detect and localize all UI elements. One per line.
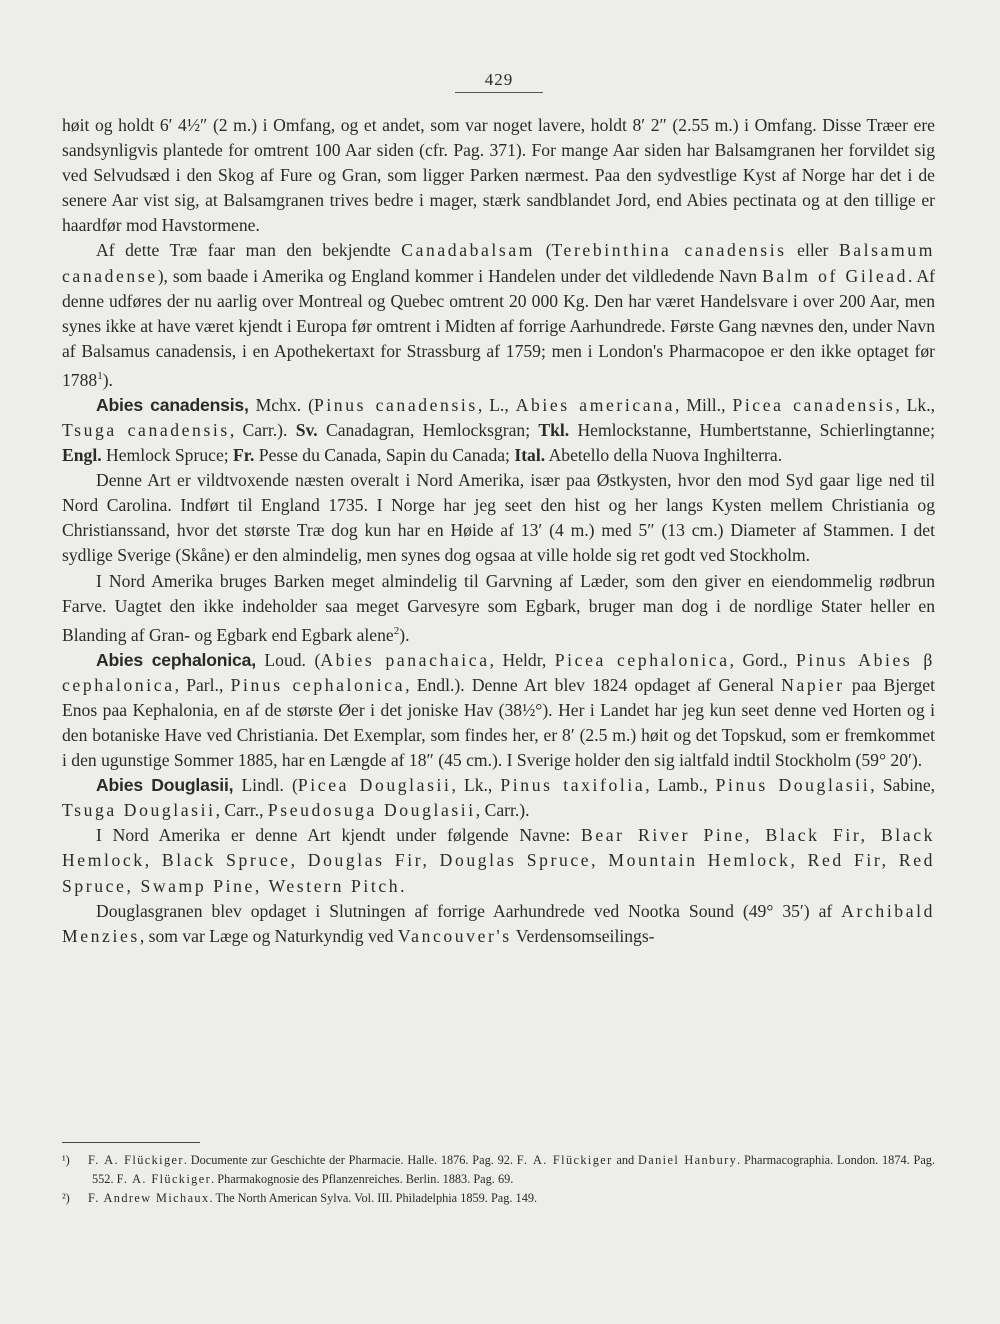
text: Lindl. ( (233, 775, 298, 796)
text: Loud. ( (255, 649, 321, 670)
text: Abetello della Nuova Inghilterra. (545, 445, 783, 466)
footnote-mark: ²) (62, 1191, 70, 1205)
spaced-term: Picea cephalonica (554, 649, 730, 670)
footnotes (62, 1151, 935, 1208)
species-entry (62, 393, 935, 468)
footnote-divider (62, 1142, 200, 1143)
language-label: Sv. (295, 419, 318, 440)
species-heading: Abies Douglasii, (96, 775, 234, 796)
text: , som var Læge og Naturkyndig ved (139, 925, 398, 946)
author-name: F. A. Flückiger (116, 1172, 212, 1186)
paragraph (62, 569, 935, 648)
spaced-term: Abies panachaica (320, 649, 490, 670)
text: . Af denne udføres der nu aarlig over Montreal og Quebec omtrent 20 000 Kg. Den har været Handelsvare i over 200 Aar, men synes ikke at have været kjendt i Europa før omtrent i Midten af forrige Aarhundrede. Første Gang nævnes den, under Navn af Balsamus canadensis, i en Apothekertaxt for Strassburg af 1759; men i London's Pharmacopoe er den ikke optaget før 1788 (62, 265, 935, 390)
spaced-term: Pinus Abies β cephalonica (62, 649, 935, 695)
spaced-term: Pinus taxifolia (500, 775, 646, 796)
paragraph (62, 823, 935, 898)
text: ), som baade i Amerika og England kommer i Handelen under det vildledende Navn (157, 265, 763, 286)
text: eller (786, 240, 839, 261)
language-label: Fr. (233, 445, 255, 466)
author-name: Daniel Hanbury (637, 1153, 738, 1167)
spaced-term: Terebinthina canadensis (551, 240, 787, 261)
text: I Nord Amerika er denne Art kjendt under følgende Navne: (96, 825, 581, 846)
spaced-term: Pinus canadensis (313, 394, 478, 415)
text: Verdensomseilings- (511, 925, 655, 946)
text: . The North American Sylva. Vol. III. Philadelphia 1859. Pag. 149. (209, 1191, 538, 1205)
text: . Documente zur Geschichte der Pharmacie. Halle. 1876. Pag. 92. (183, 1153, 517, 1167)
text: ( (535, 240, 552, 261)
text: Douglasgranen blev opdaget i Slutningen af forrige Aarhundrede ved Nootka Sound (49° 35′) af (96, 900, 842, 921)
spaced-term: Archibald Menzies (62, 900, 935, 946)
text: I Nord Amerika bruges Barken meget almindelig til Garvning af Læder, som den giver en eiendommelig rødbrun Farve. Uagtet den ikke indeholder saa meget Garvesyre som Egbark, bruger man dog i de nordlige Stater heller en Blanding af Gran- og Egbark end Egbark alene (62, 570, 935, 645)
footnote (62, 1151, 935, 1189)
text: , Sabine, (870, 775, 936, 796)
text: . (400, 875, 405, 896)
text: Hemlock Spruce; (101, 445, 234, 466)
paragraph (62, 113, 935, 238)
text: høit og holdt 6′ 4½″ (2 m.) i Omfang, og et andet, som var noget lavere, holdt 8′ 2″ (2.55 m.) i Omfang. Disse Træer ere sandsynligvis plantede for omtrent 100 Aar siden (cfr. Pag. 371). For mange Aar siden har Balsamgranen her forvildet sig ved Selvudsæd i den Skog af Fure og Gran, som ligger Parken nærmest. Paa den sydvestlige Kyst af Norge har det i de senere Aar vist sig, at Balsamgranen trives bedre i mager, stærk sandblandet Jord, end Abies pectinata og at den tillige er haardfør mod Havstormene. (62, 115, 935, 236)
spaced-term: Vancouver's (397, 925, 512, 946)
text: , Carr.). (475, 800, 530, 821)
species-entry (62, 773, 935, 823)
text: , Lk., (895, 394, 936, 415)
text: , Parl., (174, 674, 231, 695)
footnote (62, 1189, 935, 1208)
body-text (62, 113, 935, 949)
language-label: Tkl. (538, 419, 570, 440)
footnote-ref: 2 (393, 624, 400, 637)
text: Canadagran, Hemlocksgran; (317, 419, 539, 440)
species-heading: Abies canadensis, (96, 394, 249, 415)
spaced-term: Balm of Gilead (762, 265, 909, 286)
text: Af dette Træ faar man den bekjendte (96, 240, 402, 261)
text: Mchx. ( (248, 394, 314, 415)
spaced-term: Napier (781, 674, 845, 695)
spaced-term: Abies americana (515, 394, 675, 415)
paragraph (62, 899, 935, 949)
text: , Endl.). Denne Art blev 1824 opdaget af General (405, 674, 782, 695)
species-heading: Abies cephalonica, (96, 649, 256, 670)
spaced-term: Canadabalsam (401, 240, 536, 261)
text: paa Bjerget Enos paa Kephalonia, en af de største Øer i det joniske Hav (38½°). Her i Landet har jeg kun seet denne ved Horten og i den botaniske Have ved Christiania. Det Exemplar, som findes her, er 8′ (2.5 m.) høit og det Topskud, som er fremkommet i den ugunstige Sommer 1885, har en Længde af 18″ (45 cm.). I Sverige holder den sig ialtfald indtil Stockholm (59° 20′). (62, 674, 935, 771)
author-name: F. A. Flückiger (88, 1153, 184, 1167)
author-name: F. A. Flückiger (516, 1153, 613, 1167)
text: ). (102, 369, 113, 390)
spaced-term: Picea canadensis (732, 394, 896, 415)
spaced-term: Tsuga Douglasii (62, 800, 216, 821)
text: . Pharmakognosie des Pflanzenreiches. Berlin. 1883. Pag. 69. (211, 1172, 514, 1186)
text: , Carr.). (229, 419, 296, 440)
author-name: F. Andrew Michaux (88, 1191, 210, 1205)
text: Denne Art er vildtvoxende næsten overalt i Nord Amerika, især paa Østkysten, hvor den mod Syd gaar lige ned til Nord Carolina. Indført til England 1735. I Norge har jeg seet den hist og her langs Kysten mellem Christiania og Christianssand, hvor det største Træ dog kun har en Høide af 13′ (4 m.) med 5″ (13 cm.) Diameter af Stammen. I det sydlige Sverige (Skåne) er den almindelig, men synes dog ogsaa at ville holde sig ret godt ved Stockholm. (62, 470, 935, 566)
spaced-term: Pseudosuga Douglasii (267, 800, 476, 821)
text: and (612, 1153, 638, 1167)
text: Hemlockstanne, Humbertstanne, Schierlingtanne; (569, 419, 935, 440)
spaced-term: Pinus Douglasii (715, 775, 871, 796)
footnote-ref: 1 (97, 369, 103, 382)
language-label: Engl. (62, 445, 102, 466)
text: , L., (477, 394, 516, 415)
text: , Lamb., (645, 775, 716, 796)
text: , Carr., (215, 800, 268, 821)
paragraph (62, 468, 935, 568)
spaced-term: Pinus cephalonica (230, 674, 406, 695)
text: , Heldr, (489, 649, 555, 670)
spaced-term: Tsuga canadensis (62, 419, 230, 440)
text: . Pharmacographia. London. 1874. Pag. 552. (92, 1153, 936, 1186)
paragraph (62, 238, 935, 392)
text: Pesse du Canada, Sapin du Canada; (254, 445, 515, 466)
species-entry (62, 648, 935, 773)
text: , Lk., (451, 775, 501, 796)
page-number: 429 (455, 70, 543, 93)
text: , Gord., (729, 649, 797, 670)
text: , Mill., (675, 394, 733, 415)
footnote-mark: ¹) (62, 1153, 70, 1167)
spaced-term: Picea Douglasii (297, 775, 452, 796)
spaced-term: Bear River Pine, Black Fir, Black Hemlock, Black Spruce, Douglas Fir, Douglas Spruce, Mountain Hemlock, Red Fir, Red Spruce, Swamp Pine, Western Pitch (62, 825, 935, 896)
spaced-term: Balsamum canadense (62, 240, 935, 286)
text: ). (399, 624, 410, 645)
language-label: Ital. (514, 445, 546, 466)
